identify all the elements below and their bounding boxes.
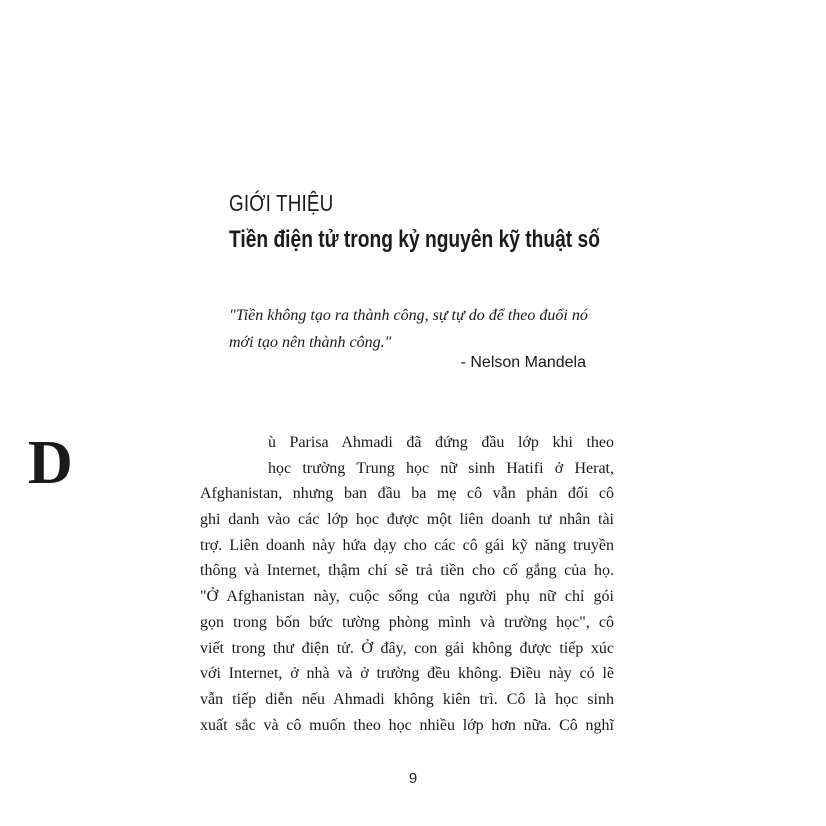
text-line: gọn trong bốn bức tường phòng mình và trường học", cô	[200, 613, 614, 631]
text-line: vẫn tiếp diễn nếu Ahmadi không kiên trì. Cô là học sinh	[200, 690, 614, 708]
text-line: xuất sắc và cô muốn theo học nhiều lớp hơn nữa. Cô nghĩ	[200, 716, 614, 734]
chapter-title: Tiền điện tử trong kỷ nguyên kỹ thuật số	[229, 226, 600, 253]
text-line: với Internet, ở nhà và ở trường đều không. Điều này có lẽ	[200, 665, 614, 683]
epigraph-quote	[229, 302, 599, 356]
drop-cap: D	[28, 429, 73, 497]
page-number: 9	[408, 770, 418, 787]
epigraph-attribution: - Nelson Mandela	[460, 354, 586, 371]
chapter-label: GIỚI THIỆU	[229, 190, 334, 216]
text-line: trợ. Liên doanh này hứa dạy cho các cô gái kỹ năng truyền	[200, 536, 614, 554]
text-line: Afghanistan, nhưng ban đầu ba mẹ cô vẫn phản đối cô	[200, 485, 614, 503]
text-line: "Ở Afghanistan này, cuộc sống của người phụ nữ chỉ gói	[200, 588, 614, 606]
body-paragraph	[200, 430, 614, 738]
text-line: ghi danh vào các lớp học được một liên doanh tư nhân tài	[200, 511, 614, 529]
text-line: thông và Internet, thậm chí sẽ trả tiền cho cố gắng của họ.	[200, 562, 614, 580]
epigraph-line: mới tạo nên thành công."	[229, 334, 392, 351]
text-line: ù Parisa Ahmadi đã đứng đầu lớp khi theo	[268, 434, 614, 451]
text-line: viết trong thư điện tử. Ở đây, con gái không được tiếp xúc	[200, 639, 614, 657]
epigraph-line: "Tiền không tạo ra thành công, sự tự do để theo đuổi nó	[229, 307, 588, 324]
text-line: học trường Trung học nữ sinh Hatifi ở Herat,	[268, 459, 614, 477]
